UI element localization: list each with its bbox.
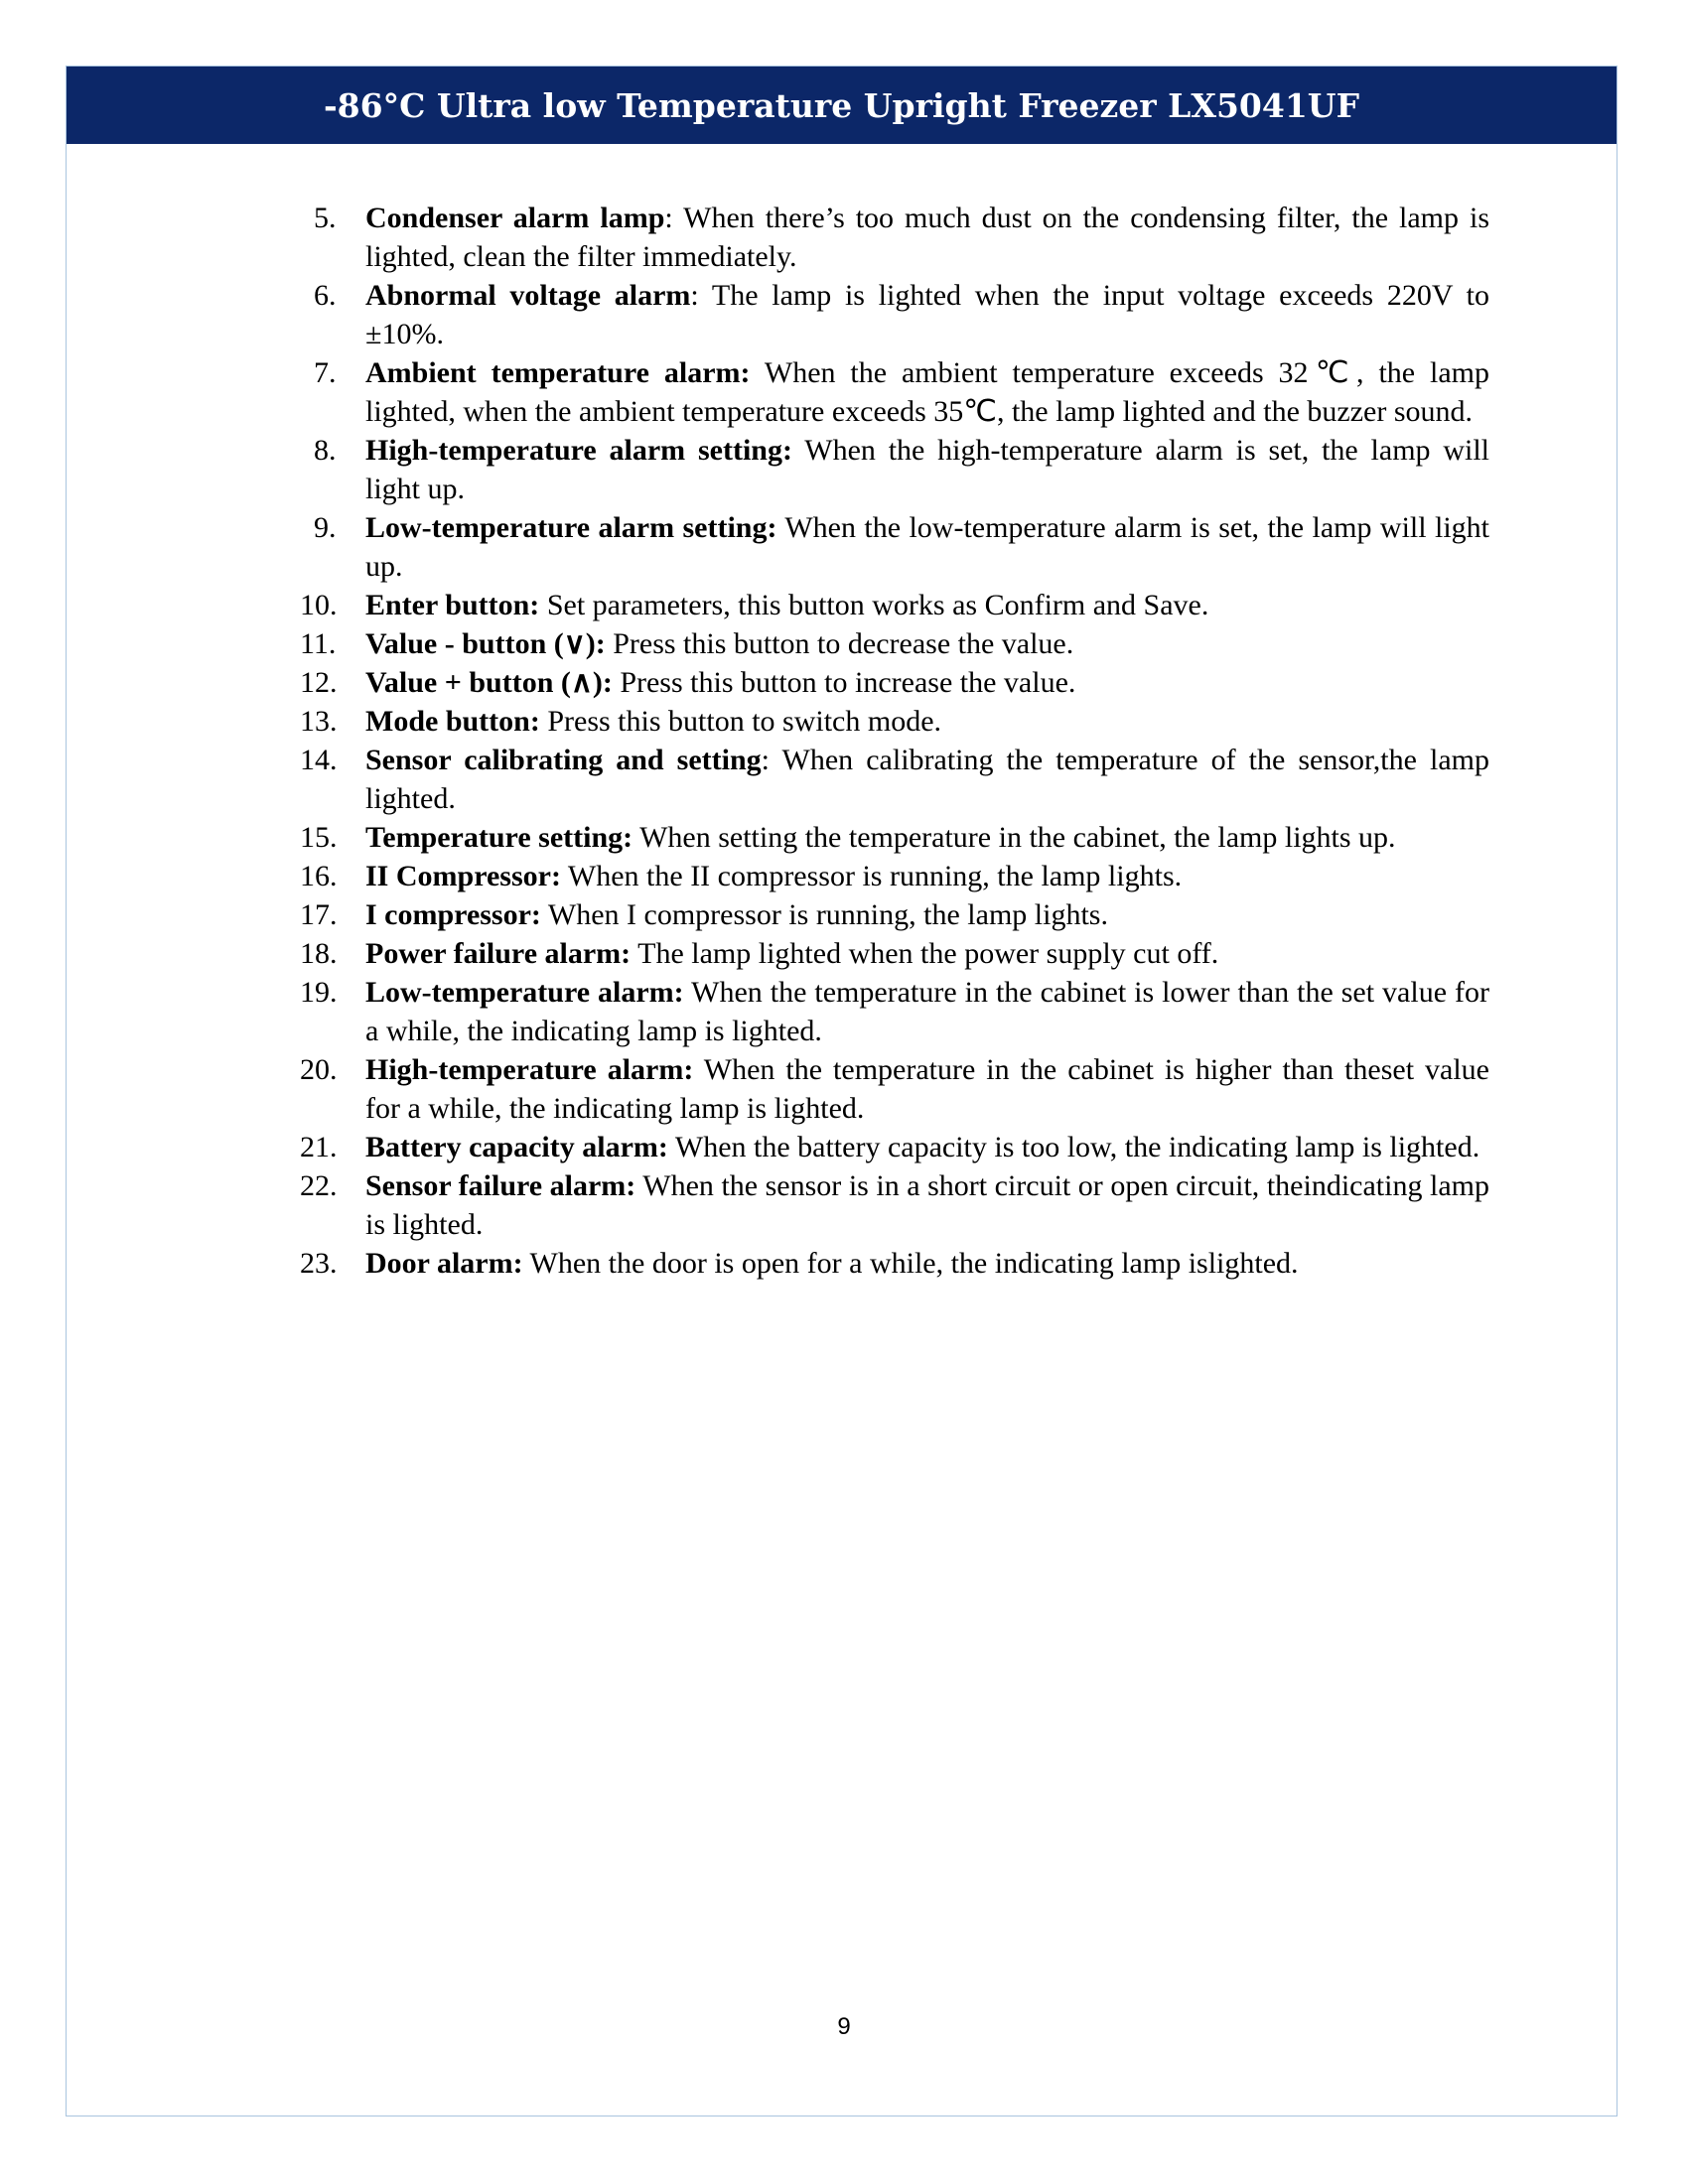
item-separator	[561, 860, 568, 892]
item-description: The lamp lighted when the power supply cut off.	[637, 937, 1219, 970]
list-item	[300, 276, 1489, 353]
item-number: 5.	[314, 202, 337, 234]
list-item	[300, 934, 1489, 973]
item-number: 8.	[314, 434, 337, 467]
item-separator	[693, 1053, 703, 1086]
item-term: I compressor:	[365, 898, 541, 931]
item-description: When the II compressor is running, the lamp lights.	[567, 860, 1183, 892]
list-item	[300, 702, 1489, 741]
item-term: Enter button:	[365, 589, 540, 621]
item-description: When the sensor is in a short circuit or open circuit, theindicating lamp is lighted.	[365, 1169, 1489, 1241]
item-term: Ambient temperature alarm:	[365, 356, 751, 389]
item-number: 6.	[314, 279, 337, 312]
item-term: Door alarm:	[365, 1247, 523, 1280]
page-number: 9	[837, 2013, 851, 2040]
item-number: 20.	[300, 1053, 338, 1086]
item-description: Press this button to switch mode.	[547, 705, 942, 738]
list-item	[300, 353, 1489, 431]
document-title: -86°C Ultra low Temperature Upright Freezer LX5041UF	[323, 85, 1360, 125]
item-number: 16.	[300, 860, 338, 892]
item-separator	[792, 434, 804, 467]
list-item	[300, 624, 1489, 663]
item-description: Press this button to decrease the value.	[613, 627, 1074, 660]
item-number: 21.	[300, 1131, 338, 1163]
item-number: 23.	[300, 1247, 338, 1280]
item-number: 15.	[300, 821, 338, 854]
item-term: Low-temperature alarm:	[365, 976, 684, 1009]
item-description: When the low-temperature alarm is set, the lamp will light up.	[365, 511, 1489, 583]
item-description: When the temperature in the cabinet is lower than the set value for a while, the indicating lamp is lighted.	[365, 976, 1489, 1047]
list-item	[300, 973, 1489, 1050]
list-item	[300, 1050, 1489, 1128]
item-description: When I compressor is running, the lamp lights.	[547, 898, 1108, 931]
item-separator	[523, 1247, 530, 1280]
item-term: Condenser alarm lamp	[365, 202, 665, 234]
item-separator	[684, 976, 691, 1009]
list-item	[300, 663, 1489, 702]
item-separator	[751, 356, 765, 389]
list-item	[300, 1128, 1489, 1166]
item-separator: :	[664, 202, 684, 234]
item-term: High-temperature alarm setting:	[365, 434, 792, 467]
item-term: II Compressor:	[365, 860, 561, 892]
item-term: Battery capacity alarm:	[365, 1131, 668, 1163]
item-number: 12.	[300, 666, 338, 699]
item-number: 10.	[300, 589, 338, 621]
list-item	[300, 508, 1489, 586]
item-description: When the high-temperature alarm is set, the lamp will light up.	[365, 434, 1490, 505]
alarm-indicator-list	[300, 199, 1489, 1283]
list-item	[300, 741, 1489, 818]
item-number: 14.	[300, 744, 338, 776]
item-number: 22.	[300, 1169, 338, 1202]
item-description: Set parameters, this button works as Confirm and Save.	[546, 589, 1209, 621]
item-number: 13.	[300, 705, 338, 738]
item-term: Sensor calibrating and setting	[365, 744, 762, 776]
item-description: When the temperature in the cabinet is higher than theset value for a while, the indicating lamp is lighted.	[365, 1053, 1489, 1125]
item-term: Temperature setting:	[365, 821, 633, 854]
item-separator: :	[761, 744, 782, 776]
item-number: 9.	[314, 511, 337, 544]
item-term: Value + button (∧):	[365, 666, 613, 699]
item-term: Value - button (∨):	[365, 627, 606, 660]
item-term: Abnormal voltage alarm	[365, 279, 691, 312]
item-separator: :	[690, 279, 712, 312]
item-description: When the ambient temperature exceeds 32℃, the lamp lighted, when the ambient temperature exceeds 35℃, the lamp lighted and the buzzer sound.	[365, 356, 1489, 428]
item-number: 7.	[314, 356, 337, 389]
list-item	[300, 895, 1489, 934]
list-item	[300, 857, 1489, 895]
item-number: 19.	[300, 976, 338, 1009]
item-description: Press this button to increase the value.	[620, 666, 1076, 699]
item-separator	[539, 589, 547, 621]
item-term: Mode button:	[365, 705, 540, 738]
item-description: When the battery capacity is too low, the indicating lamp is lighted.	[674, 1131, 1480, 1163]
item-term: Sensor failure alarm:	[365, 1169, 636, 1202]
list-item	[300, 1244, 1489, 1283]
list-item	[300, 586, 1489, 624]
item-term: Low-temperature alarm setting:	[365, 511, 777, 544]
item-number: 18.	[300, 937, 338, 970]
list-item	[300, 1166, 1489, 1244]
item-term: High-temperature alarm:	[365, 1053, 694, 1086]
item-description: When there’s too much dust on the condensing filter, the lamp is lighted, clean the filter immediately.	[365, 202, 1489, 273]
item-number: 11.	[300, 627, 337, 660]
item-separator	[668, 1131, 675, 1163]
item-description: The lamp is lighted when the input voltage exceeds 220V to ±10%.	[365, 279, 1489, 350]
item-number: 17.	[300, 898, 338, 931]
item-description: When calibrating the temperature of the sensor,the lamp lighted.	[365, 744, 1489, 815]
list-item	[300, 199, 1489, 276]
item-description: When the door is open for a while, the indicating lamp islighted.	[529, 1247, 1299, 1280]
item-description: When setting the temperature in the cabinet, the lamp lights up.	[639, 821, 1396, 854]
list-item	[300, 818, 1489, 857]
item-term: Power failure alarm:	[365, 937, 632, 970]
header-bar	[67, 67, 1617, 144]
item-separator	[541, 898, 548, 931]
list-item	[300, 431, 1489, 508]
